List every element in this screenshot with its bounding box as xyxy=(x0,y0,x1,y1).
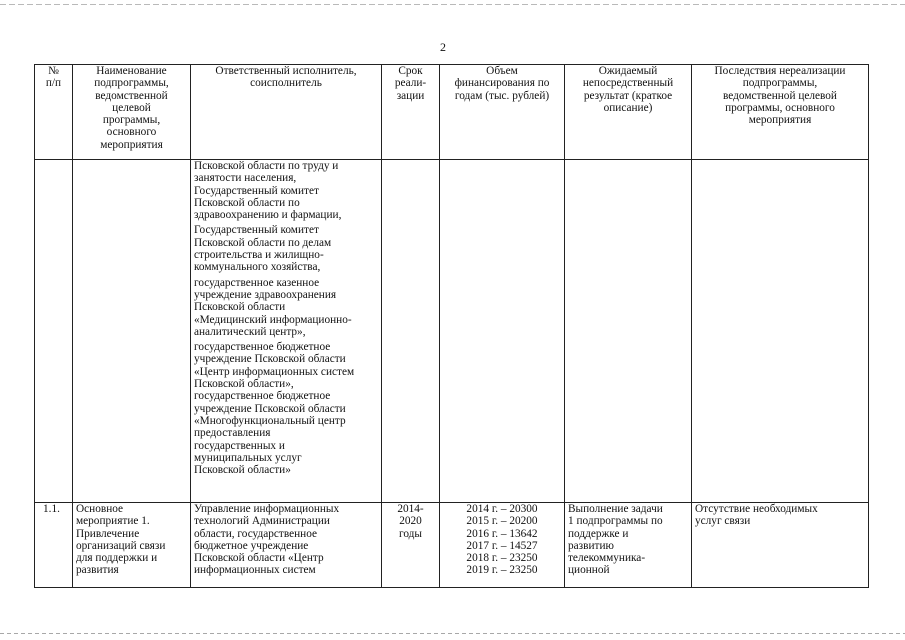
text-line: учреждение здравоохранения xyxy=(194,288,337,301)
text-line: Последствия нереализации xyxy=(714,65,846,77)
funding-line: 2015 г. – 20200 xyxy=(466,515,538,528)
executor-entry xyxy=(194,277,378,338)
text-line: Отсутствие необходимых xyxy=(695,503,818,515)
text-line: Государственный комитет xyxy=(194,224,319,237)
text-line: государственное бюджетное xyxy=(194,390,331,403)
text-line: области, государственное xyxy=(194,527,318,540)
text-line: государственное казенное xyxy=(194,276,320,289)
text-line: соисполнитель xyxy=(250,77,322,90)
text-line: п/п xyxy=(45,77,62,90)
text-line: основного xyxy=(106,126,157,139)
cell-term-empty xyxy=(382,160,440,503)
table-row-1-1 xyxy=(35,503,869,588)
text-line: Псковской области по xyxy=(194,196,300,209)
funding-line: 2018 г. – 23250 xyxy=(466,552,538,565)
text-line: развития xyxy=(76,564,119,577)
text-line: предоставления xyxy=(194,427,271,440)
text-line: подпрограммы, xyxy=(94,77,169,90)
text-line: телекоммуника- xyxy=(568,552,646,565)
text-line: строительства и жилищно- xyxy=(194,249,324,262)
text-line: Срок xyxy=(398,65,423,77)
header-funding xyxy=(440,65,565,160)
text-line: Управление информационных xyxy=(194,503,340,515)
funding-line: 2014 г. – 20300 xyxy=(466,503,538,515)
text-line: Псковской области», xyxy=(194,378,294,391)
text-line: учреждение Псковской области xyxy=(194,402,346,415)
text-line: государственных и xyxy=(194,439,285,452)
measure-result xyxy=(565,503,692,588)
page-number: 2 xyxy=(440,40,446,54)
text-line: ведомственной целевой xyxy=(723,89,837,102)
cell-num-empty xyxy=(35,160,73,503)
text-line: мероприятия xyxy=(100,138,163,151)
text-line: «Медицинский информационно- xyxy=(194,313,352,326)
text-line: Псковской области «Центр xyxy=(194,552,324,565)
measure-consequences xyxy=(692,503,869,588)
text-line: Выполнение задачи xyxy=(568,503,663,515)
text-line: описание) xyxy=(603,101,653,114)
text-line: государственное бюджетное xyxy=(194,341,331,354)
text-line: поддержке и xyxy=(568,527,629,540)
text-line: «Многофункциональный центр xyxy=(194,414,346,427)
executor-entry xyxy=(194,160,378,221)
text-line: 2020 xyxy=(399,515,422,528)
header-consequences xyxy=(692,65,869,160)
executor-entry xyxy=(194,224,378,273)
text-line: Основное xyxy=(76,503,124,515)
header-result xyxy=(565,65,692,160)
cell-executors-list xyxy=(191,160,382,503)
funding-line: 2016 г. – 13642 xyxy=(466,527,538,540)
text-line: годы xyxy=(398,527,422,540)
text-line: информационных систем xyxy=(194,564,316,577)
text-line: № xyxy=(48,65,59,77)
text-line: 1 подпрограммы по xyxy=(568,515,663,528)
text-line: для поддержки и xyxy=(76,552,158,565)
cell-name-empty xyxy=(73,160,191,503)
measure-term xyxy=(382,503,440,588)
table-row-continuation xyxy=(35,160,869,503)
text-line: целевой xyxy=(112,101,151,114)
text-line: результат (краткое xyxy=(583,89,673,102)
funding-line: 2019 г. – 23250 xyxy=(466,564,538,577)
text-line: финансирования по xyxy=(454,77,550,90)
text-line: учреждение Псковской области xyxy=(194,353,346,366)
text-line: аналитический центр», xyxy=(194,325,306,338)
header-term xyxy=(382,65,440,160)
header-name xyxy=(73,65,191,160)
text-line: ведомственной xyxy=(95,89,168,102)
text-line: Объем xyxy=(486,65,518,77)
text-line: здравоохранению и фармации, xyxy=(194,209,342,222)
text-line: мероприятия xyxy=(748,114,812,127)
text-line: мероприятие 1. xyxy=(76,515,150,528)
text-line: Наименование xyxy=(96,65,167,77)
text-line: технологий Администрации xyxy=(194,515,330,528)
text-line: Ожидаемый xyxy=(598,65,658,77)
measures-table xyxy=(34,64,869,588)
scan-edge-bottom xyxy=(0,633,905,634)
cell-result-empty xyxy=(565,160,692,503)
cell-consequences-empty xyxy=(692,160,869,503)
measure-funding xyxy=(440,503,565,588)
text-line: развитию xyxy=(568,539,614,552)
table-header-row xyxy=(35,65,869,160)
text-line: Ответственный исполнитель, xyxy=(215,65,357,77)
measure-name xyxy=(73,503,191,588)
scan-edge-top xyxy=(0,4,905,5)
text-line: «Центр информационных систем xyxy=(194,365,355,378)
row-number: 1.1. xyxy=(35,503,73,588)
measure-executor xyxy=(191,503,382,588)
text-line: услуг связи xyxy=(695,515,751,528)
text-line: Псковской области по труду и xyxy=(194,160,339,172)
text-line: организаций связи xyxy=(76,539,166,552)
text-line: Государственный комитет xyxy=(194,184,319,197)
header-num xyxy=(35,65,73,160)
funding-line: 2017 г. – 14527 xyxy=(466,539,538,552)
text-line: ционной xyxy=(568,564,610,577)
text-line: программы, xyxy=(102,114,161,127)
text-line: Псковской области по делам xyxy=(194,236,332,249)
cell-funding-empty xyxy=(440,160,565,503)
text-line: Псковской области xyxy=(194,301,286,314)
text-line: программы, основного xyxy=(725,101,835,114)
text-line: годам (тыс. рублей) xyxy=(454,89,550,102)
executor-entry xyxy=(194,341,378,476)
text-line: занятости населения, xyxy=(194,172,297,185)
text-line: подпрограммы, xyxy=(742,77,818,90)
text-line: Привлечение xyxy=(76,527,140,540)
text-line: бюджетное учреждение xyxy=(194,539,309,552)
text-line: муниципальных услуг xyxy=(194,451,302,464)
text-line: непосредственный xyxy=(582,77,674,90)
text-line: Псковской области» xyxy=(194,464,291,477)
text-line: коммунального хозяйства, xyxy=(194,261,321,274)
header-executor xyxy=(191,65,382,160)
text-line: зации xyxy=(396,89,425,102)
text-line: 2014- xyxy=(397,503,424,515)
text-line: реали- xyxy=(394,77,427,90)
